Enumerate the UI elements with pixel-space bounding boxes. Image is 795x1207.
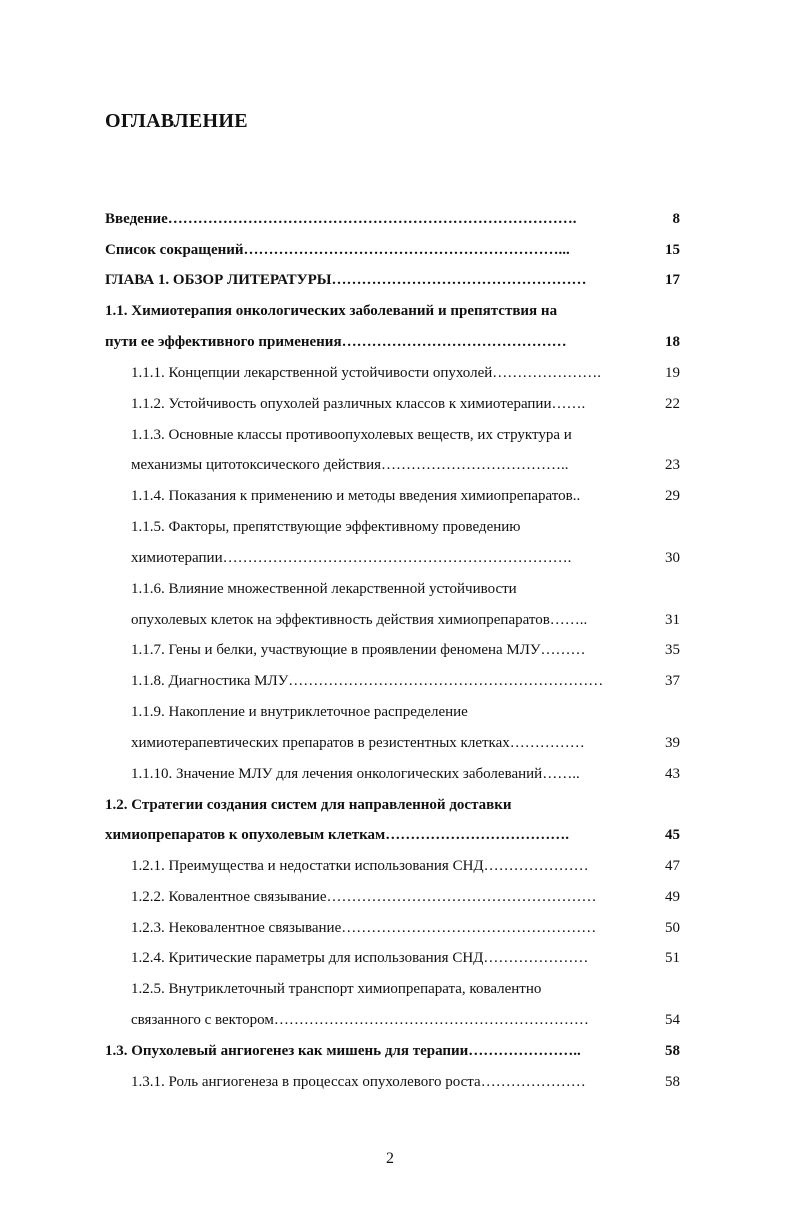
toc-entry-page: 58 [665,1043,680,1059]
toc-entry-page: 45 [665,827,680,843]
toc-entry [0,638,795,662]
toc-entry-page: 15 [665,242,680,258]
toc-entry [0,1070,795,1094]
toc-entry [0,515,795,539]
toc-entry-text: 1.1.6. Влияние множественной лекарственной устойчивости [131,581,517,597]
toc-entry [0,392,795,416]
toc-entry [0,946,795,970]
toc-entry-page: 31 [665,612,680,628]
toc-entry [0,762,795,786]
toc-entry [0,731,795,755]
toc-entry-page: 49 [665,889,680,905]
toc-entry-text: пути ее эффективного применения……………………………………… [105,334,567,350]
toc-entry-page: 47 [665,858,680,874]
toc-entry-page: 29 [665,488,680,504]
toc-entry-page: 8 [672,211,680,227]
toc-entry [0,1039,795,1063]
toc-entry [0,977,795,1001]
toc-entry [0,207,795,231]
page-title: ОГЛАВЛЕНИЕ [105,110,248,132]
toc-entry [0,577,795,601]
toc-entry [0,268,795,292]
toc-entry-text: опухолевых клеток на эффективность действия химиопрепаратов…….. [131,612,588,628]
toc-entry [0,423,795,447]
toc-entry-text: 1.2. Стратегии создания систем для направленной доставки [105,797,512,813]
toc-entry-text: 1.3. Опухолевый ангиогенез как мишень для терапии………………….. [105,1043,581,1059]
toc-entry [0,546,795,570]
toc-entry-page: 37 [665,673,680,689]
toc-entry-text: связанного с вектором……………………………………………………… [131,1012,589,1028]
toc-entry-page: 51 [665,950,680,966]
toc-entry [0,608,795,632]
toc-entry-text: 1.2.3. Нековалентное связывание…………………………………………… [131,920,597,936]
toc-entry-text: 1.3.1. Роль ангиогенеза в процессах опухолевого роста………………… [131,1074,586,1090]
toc-entry-page: 19 [665,365,680,381]
toc-entry [0,453,795,477]
toc-entry [0,361,795,385]
toc-entry-text: 1.1.5. Факторы, препятствующие эффективному проведению [131,519,521,535]
toc-entry [0,700,795,724]
toc-entry [0,238,795,262]
toc-entry-text: 1.2.1. Преимущества и недостатки использования СНД………………… [131,858,589,874]
toc-entry-text: 1.2.4. Критические параметры для использования СНД………………… [131,950,589,966]
toc-entry [0,299,795,323]
toc-entry-text: 1.2.2. Ковалентное связывание……………………………………………… [131,889,597,905]
toc-entry-text: химиотерапевтических препаратов в резистентных клетках…………… [131,735,585,751]
toc-entry [0,484,795,508]
toc-entry [0,854,795,878]
toc-entry [0,669,795,693]
toc-entry-page: 18 [665,334,680,350]
toc-entry-text: 1.1.9. Накопление и внутриклеточное распределение [131,704,468,720]
toc-entry-page: 58 [665,1074,680,1090]
toc-entry-text: Список сокращений………………………………………………………... [105,242,570,258]
toc-entry-text: 1.1.7. Гены и белки, участвующие в проявлении феномена МЛУ……… [131,642,586,658]
toc-entry-text: 1.2.5. Внутриклеточный транспорт химиопрепарата, ковалентно [131,981,542,997]
toc-entry [0,916,795,940]
toc-entry-text: 1.1. Химиотерапия онкологических заболеваний и препятствия на [105,303,558,319]
toc-entry [0,793,795,817]
toc-entry-page: 17 [665,272,680,288]
toc-entry-text: 1.1.3. Основные классы противоопухолевых веществ, их структура и [131,427,572,443]
toc-entry-text: 1.1.4. Показания к применению и методы введения химиопрепаратов.. [131,488,581,504]
toc-entry-text: 1.1.10. Значение МЛУ для лечения онкологических заболеваний…….. [131,766,580,782]
toc-entry-page: 43 [665,766,680,782]
toc-entry-text: 1.1.2. Устойчивость опухолей различных классов к химиотерапии……. [131,396,586,412]
page-number: 2 [386,1150,394,1167]
toc-entry-text: ГЛАВА 1. ОБЗОР ЛИТЕРАТУРЫ…………………………………………… [105,272,587,288]
toc-entry-text: химиопрепаратов к опухолевым клеткам………………………………. [105,827,569,843]
toc-entry-text: 1.1.8. Диагностика МЛУ……………………………………………………… [131,673,604,689]
toc-entry-page: 30 [665,550,680,566]
toc-entry [0,885,795,909]
toc-entry [0,330,795,354]
toc-entry-text: механизмы цитотоксического действия……………………………….. [131,457,569,473]
toc-entry-page: 23 [665,457,680,473]
toc-entry-page: 39 [665,735,680,751]
toc-entry-page: 22 [665,396,680,412]
toc-entry-text: Введение………………………………………………………………………. [105,211,577,227]
toc-entry [0,1008,795,1032]
toc-entry-text: 1.1.1. Концепции лекарственной устойчивости опухолей…………………. [131,365,602,381]
toc-entry-page: 35 [665,642,680,658]
toc-entry-page: 50 [665,920,680,936]
toc-entry-text: химиотерапии……………………………………………………………. [131,550,572,566]
toc-entry-page: 54 [665,1012,680,1028]
toc-entry [0,823,795,847]
